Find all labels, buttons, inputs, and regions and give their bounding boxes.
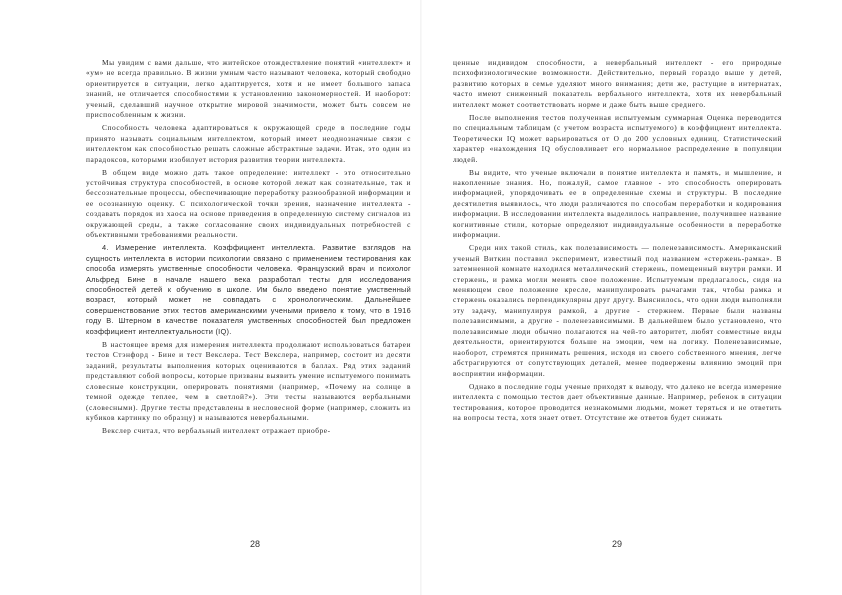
paragraph: Среди них такой стиль, как полезависимость — поленезависимость. Американский ученый Виткин поставил эксперимент, известный под названием «стержень-рамка». В затемненной комнате находился металлический стержень, помещенный внутри рамки. И стержень, и рамка могли менять свое положение. Испытуемым предлагалось, сидя на меняющем свое положение кресле, манипулировать рычагами так, чтобы рамка и стержень оказались перпендикулярны друг другу. Выяснилось, что одни люди выполняли эту задачу, манипулируя рамкой, а другие - стержнем. Первые были названы полезависимыми, а другие - поленезависимыми. В дальнейшем было установлено, что полезависимые люди обычно полагаются на чей-то авторитет, любят совместные виды деятельности, ориентируются больше на эмоции, чем на логику. Поленезависимые, наоборот, стремятся принимать решения, исходя из своего собственного мнения, легче абстрагируются от сопутствующих деталей, менее подвержены влиянию эмоций при восприятии информации. xyxy=(453,243,782,378)
paragraph: В общем виде можно дать такое определение: интеллект - это относительно устойчивая структура способностей, в основе которой лежат как сознательные, так и бессознательные процессы, обеспечивающие переработку разнообразной информации и ее осознанную оценку. С психологической точки зрения, назначение интеллекта - создавать порядок из хаоса на основе приведения в определенную систему сигналов из окружающей среды, а также согласование своих индивидуальных потребностей с объективными требованиями реальности. xyxy=(86,167,411,240)
paragraph: ценные индивидом способности, а невербальный интеллект - его природные психофизиологические возможности. Действительно, первый гораздо выше у детей, развитию которых в семье уделяют много внимания; дети же, растущие в интернатах, часто имеют сниженный показатель вербального интеллекта, хотя их невербальный интеллект может соответствовать норме и даже быть выше среднего. xyxy=(453,58,782,109)
paragraph: После выполнения тестов полученная испытуемым суммарная Оценка переводится по специальным таблицам (с учетом возраста испытуемого) в коэффициент интеллекта. Теоретически IQ может варьироваться от О до 200 условных единиц. Статистический характер «нахождения IQ обусловливает его нормальное распределение в популяции людей. xyxy=(453,112,782,164)
right-page xyxy=(421,0,842,595)
page-number: 29 xyxy=(611,539,622,549)
page-number: 28 xyxy=(249,539,260,549)
paragraph: В настоящее время для измерения интеллекта продолжают использоваться батареи тестов Стэнфорд - Бине и тест Векслера. Тест Векслера, например, состоит из десяти заданий, результаты выполнения которых оцениваются в баллах. Ряд этих заданий представляют собой вопросы, которые призваны выявить умение испытуемого понимать словесные конструкции, оперировать понятиями (например, «Почему на солнце в темной одежде теплее, чем в светлой?»). Эти тесты называются вербальными (словесными). Другие тесты представлены в несловесной форме (например, сложить из кубиков картинку по образцу) и называются невербальными. xyxy=(86,339,411,422)
paragraph: Мы увидим с вами дальше, что житейское отождествление понятий «интеллект» и «ум» не всегда правильно. В жизни умным часто называют человека, который свободно ориентируется в ситуации, легко адаптируется, хотя и не имеет большого запаса знаний, не отличается способностями к установлению закономерностей. И наоборот: ученый, сделавший научное открытие мировой значимости, может быть совсем не приспособленным к жизни. xyxy=(86,58,411,120)
right-text-column xyxy=(453,58,782,423)
paragraph: Способность человека адаптироваться к окружающей среде в последние годы принято называть социальным интеллектом, который имеет неоднозначные связи с интеллектом как способностью решать сложные абстрактные задачи. Итак, это один из парадоксов, которыми изобилует история развития теории интеллекта. xyxy=(86,123,411,164)
section-heading-paragraph: 4. Измерение интеллекта. Коэффициент интеллекта. Развитие взглядов на сущность интеллекта в истории психологии связано с применением тестирования как способа измерять умственные способности человека. Французский врач и психолог Альфред Бине в начале нашего века разработал тесты для исследования способностей детей к обучению в школе. Им было введено понятие умственный возраст, который может не совпадать с хронологическим. Дальнейшее совершенствование этих тестов американскими учеными привело к тому, что в 1916 году В. Штерном в качестве показателя умственных способностей был предложен коэффициент интеллектуальности (IQ). xyxy=(86,243,411,336)
paragraph: Векслер считал, что вербальный интеллект отражает приобре- xyxy=(102,425,331,435)
left-text-column xyxy=(86,58,411,436)
paragraph: Вы видите, что ученые включали в понятие интеллекта и память, и мышление, и накопленные знания. Но, пожалуй, самое главное - это способность оперировать информацией, упорядочивать ее в определенные схемы и структуры. В последние десятилетия выявилось, что люди различаются по способам переработки и кодирования информации. В исследовании интеллекта выделилось направление, получившее название когнитивные стили, которые определяют индивидуальные особенности в переработке информации. xyxy=(453,167,782,240)
paragraph: Однако в последние годы ученые приходят к выводу, что далеко не всегда измерение интеллекта с помощью тестов дает объективные данные. Например, ребенок в ситуации тестирования, которое проводится незнакомыми людьми, может теряться и не ответить на вопросы теста, хотя знает ответ. Отсутствие же ответов будет снижать xyxy=(453,381,782,422)
